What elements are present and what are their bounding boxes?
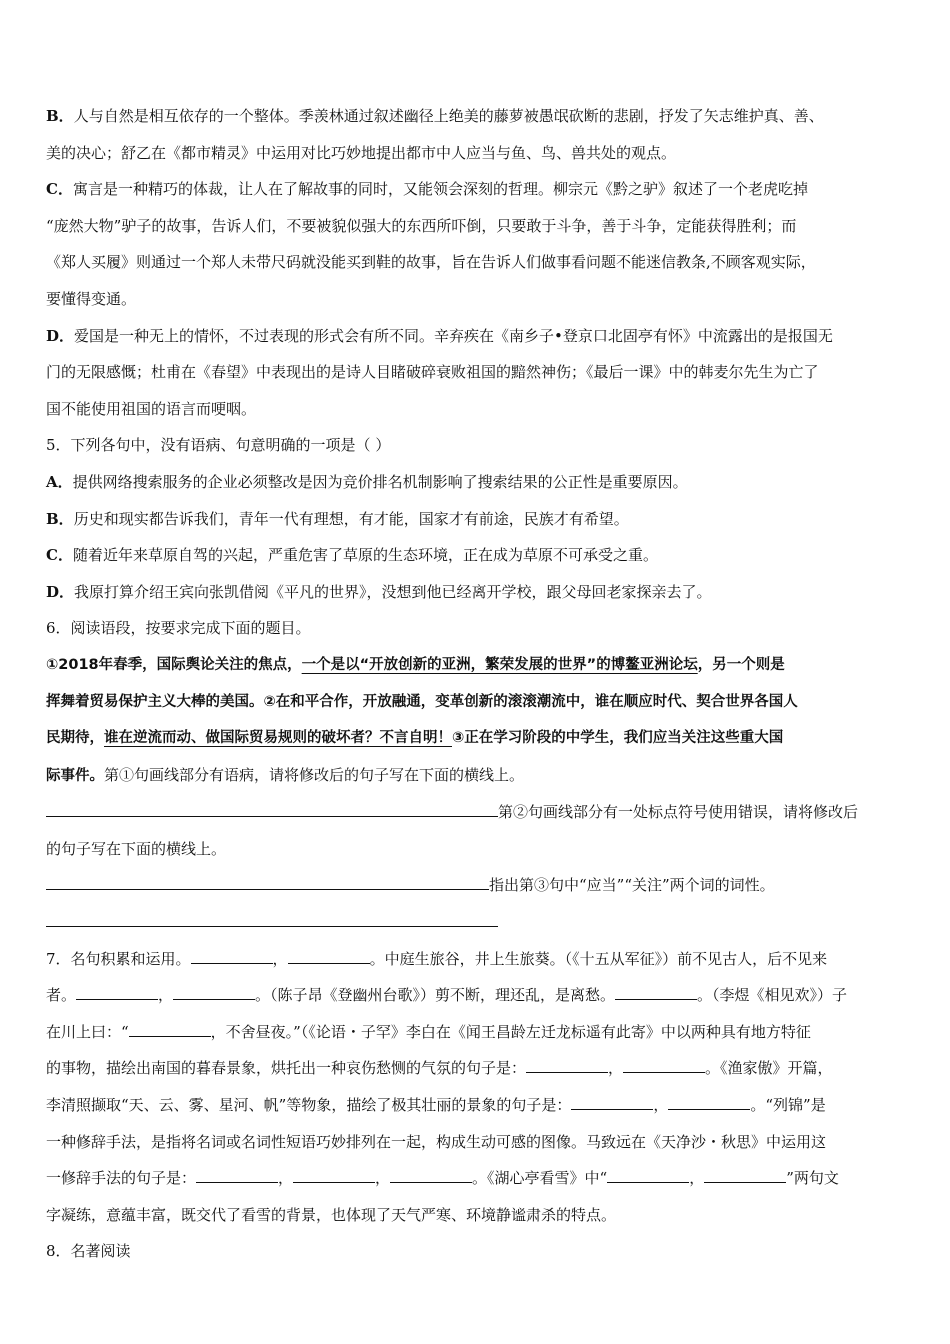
fill-blank[interactable] [173, 985, 255, 1000]
fill-blank[interactable] [390, 1168, 472, 1183]
fill-blank[interactable] [288, 949, 370, 964]
q4-option-c: C．寓言是一种精巧的体裁，让人在了解故事的同时，又能领会深刻的哲理。柳宗元《黔之驴》叙述了一个老虎吃掉 [46, 180, 808, 199]
q6-underlined-sentence-2: 谁在逆流而动、做国际贸易规则的破坏者？不言自明！ [104, 730, 452, 747]
q4-option-c-cont-3: 要懂得变通。 [46, 289, 137, 308]
fill-blank[interactable] [196, 1168, 278, 1183]
fill-blank[interactable] [526, 1058, 608, 1073]
q4-option-d: D．爱国是一种无上的情怀，不过表现的形式会有所不同。辛弃疾在《南乡子•登京口北固亭有怀》中流露出的是报国无 [46, 326, 833, 345]
q7-line-5: 李清照撷取“天、云、雾、星河、帆”等物象，描绘了极其壮丽的景象的句子是： ， 。“列锦”是 [46, 1096, 826, 1115]
fill-blank[interactable] [191, 949, 273, 964]
q6-answer-line-1: 第②句画线部分有一处标点符号使用错误，请将修改后 [46, 794, 906, 831]
answer-line[interactable] [46, 888, 489, 890]
fill-blank[interactable] [615, 985, 697, 1000]
fill-blank[interactable] [668, 1095, 750, 1110]
q6-task2-cont: 的句子写在下面的横线上。 [46, 839, 227, 858]
q6-stem: 6．阅读语段，按要求完成下面的题目。 [46, 619, 311, 638]
fill-blank[interactable] [571, 1095, 653, 1110]
q4-option-b-cont: 美的决心；舒乙在《都市精灵》中运用对比巧妙地提出都市中人应当与鱼、鸟、兽共处的观点。 [46, 143, 677, 162]
q5-stem: 5．下列各句中，没有语病、句意明确的一项是（ ） [46, 436, 391, 455]
q6-passage-line-2: 挥舞着贸易保护主义大棒的美国。②在和平合作，开放融通，变革创新的滚滚潮流中，谁在顺应时代、契合世界各国人 [46, 693, 798, 710]
fill-blank[interactable] [623, 1058, 705, 1073]
q6-passage-line-1: ①2018年春季，国际舆论关注的焦点，一个是以“开放创新的亚洲，繁荣发展的世界”的博鳌亚洲论坛，另一个则是 [46, 656, 785, 673]
fill-blank[interactable] [76, 985, 158, 1000]
q5-option-a: A．提供网络搜索服务的企业必须整改是因为竞价排名机制影响了搜索结果的公正性是重要原因。 [46, 472, 688, 491]
q7-line-1: 7．名句积累和运用。 ， 。中庭生旅谷，井上生旅葵。（《十五从军征》）前不见古人，后不见来 [46, 949, 828, 968]
q7-line-4: 的事物，描绘出南国的暮春景象，烘托出一种哀伤愁恻的气氛的句子是： ， 。《渔家傲》开篇， [46, 1059, 833, 1078]
q6-answer-line-2: 指出第③句中“应当”“关注”两个词的词性。 [46, 867, 906, 904]
q7-line-3: 在川上曰：“ ，不舍昼夜。”（《论语・子罕》李白在《闻王昌龄左迁龙标遥有此寄》中以两种具有地方特征 [46, 1022, 811, 1041]
q4-option-c-cont-2: 《郑人买履》则通过一个郑人未带尺码就没能买到鞋的故事，旨在告诉人们做事看问题不能迷信教条,不顾客观实际， [46, 253, 816, 272]
q5-option-d: D．我原打算介绍王宾向张凯借阅《平凡的世界》，没想到他已经离开学校，跟父母回老家探亲去了。 [46, 582, 712, 601]
q8-stem: 8．名著阅读 [46, 1242, 131, 1261]
q7-line-2: 者。 ， 。（陈子昂《登幽州台歌》）剪不断，理还乱，是离愁。 。（李煜《相见欢》）子 [46, 986, 848, 1005]
q5-option-b: B．历史和现实都告诉我们，青年一代有理想，有才能，国家才有前途，民族才有希望。 [46, 509, 629, 528]
q7-line-8: 字凝练，意蕴丰富，既交代了看雪的背景，也体现了天气严寒、环境静谧肃杀的特点。 [46, 1205, 617, 1224]
document-page [46, 98, 906, 1270]
q6-answer-line-3 [46, 904, 906, 941]
q7-line-7: 一修辞手法的句子是： ， ， 。《湖心亭看雪》中“ ， ”两句文 [46, 1169, 839, 1188]
answer-line[interactable] [46, 815, 498, 817]
fill-blank[interactable] [704, 1168, 786, 1183]
fill-blank[interactable] [129, 1022, 211, 1037]
q4-option-d-cont-1: 门的无限感慨；杜甫在《春望》中表现出的是诗人目睹破碎衰败祖国的黯然神伤；《最后一课》中的韩麦尔先生为亡了 [46, 363, 819, 382]
fill-blank[interactable] [293, 1168, 375, 1183]
fill-blank[interactable] [607, 1168, 689, 1183]
q4-option-c-cont-1: “庞然大物”驴子的故事，告诉人们，不要被貌似强大的东西所吓倒，只要敢于斗争，善于斗争，定能获得胜利；而 [46, 216, 797, 235]
q4-option-d-cont-2: 国不能使用祖国的语言而哽咽。 [46, 399, 257, 418]
q6-underlined-sentence-1: 一个是以“开放创新的亚洲，繁荣发展的世界”的博鳌亚洲论坛 [301, 656, 698, 673]
q5-option-c: C．随着近年来草原自驾的兴起，严重危害了草原的生态环境，正在成为草原不可承受之重。 [46, 546, 658, 565]
q7-line-6: 一种修辞手法，是指将名词或名词性短语巧妙排列在一起，构成生动可感的图像。马致远在《天净沙・秋思》中运用这 [46, 1132, 827, 1151]
q6-passage-line-4: 际事件。第①句画线部分有语病，请将修改后的句子写在下面的横线上。 [46, 765, 525, 784]
answer-line[interactable] [46, 925, 498, 927]
q4-option-b: B．人与自然是相互依存的一个整体。季羡林通过叙述幽径上绝美的藤萝被愚氓砍断的悲剧，抒发了矢志维护真、善、 [46, 107, 824, 125]
q6-passage-line-3: 民期待，谁在逆流而动、做国际贸易规则的破坏者？不言自明！③正在学习阶段的中学生，我们应当关注这些重大国 [46, 730, 784, 747]
